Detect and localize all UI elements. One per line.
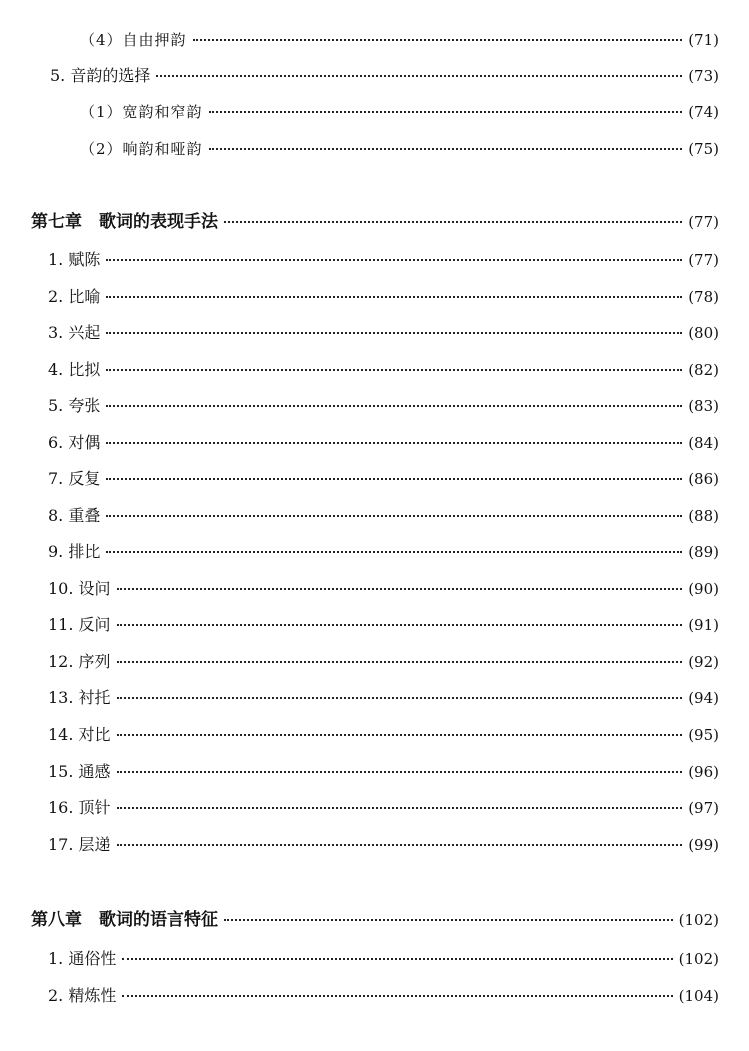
toc-entry — [48, 323, 719, 343]
dot-leader — [106, 369, 682, 371]
dot-leader — [117, 844, 683, 846]
toc-entry-label: 3. 兴起 — [48, 323, 101, 342]
toc-page-number: (97) — [688, 799, 719, 817]
dot-leader — [117, 697, 683, 699]
toc-page-number: (96) — [688, 763, 719, 781]
toc-entry-label: 8. 重叠 — [48, 506, 101, 525]
chapter-title: 第八章 歌词的语言特征 — [31, 910, 218, 930]
toc-entry-label: 1. 通俗性 — [48, 949, 117, 968]
toc-entry — [80, 30, 719, 50]
toc-page-number: (88) — [688, 507, 719, 525]
dot-leader — [117, 588, 683, 590]
toc-page-number: (82) — [688, 361, 719, 379]
toc-page-number: (90) — [688, 580, 719, 598]
dot-leader — [106, 296, 682, 298]
toc-entry-label: 6. 对偶 — [48, 433, 101, 452]
toc-entry — [48, 360, 719, 380]
toc-entry-label: 15. 通感 — [48, 762, 111, 781]
dot-leader — [122, 995, 672, 997]
toc-page-number: (92) — [688, 653, 719, 671]
toc-entry — [48, 688, 719, 708]
dot-leader — [117, 807, 683, 809]
chapter-title: 第七章 歌词的表现手法 — [31, 212, 218, 232]
toc-entry-label: 1. 赋陈 — [48, 250, 101, 269]
toc-page-number: (77) — [688, 213, 719, 231]
toc-chapter-entry — [31, 212, 719, 232]
toc-page-number: (95) — [688, 726, 719, 744]
dot-leader — [106, 478, 682, 480]
toc-page-number: (104) — [678, 987, 719, 1005]
toc-entry — [48, 396, 719, 416]
toc-entry — [48, 949, 719, 969]
toc-entry — [48, 835, 719, 855]
toc-entry — [48, 469, 719, 489]
toc-page-number: (89) — [688, 543, 719, 561]
toc-entry — [48, 542, 719, 562]
dot-leader — [209, 111, 683, 113]
toc-entry — [48, 579, 719, 599]
toc-page-number: (91) — [688, 616, 719, 634]
toc-entry-label: 12. 序列 — [48, 652, 111, 671]
toc-page-number: (78) — [688, 288, 719, 306]
toc-page-number: (86) — [688, 470, 719, 488]
toc-entry — [48, 506, 719, 526]
toc-page-number: (84) — [688, 434, 719, 452]
toc-entry-label: 14. 对比 — [48, 725, 111, 744]
toc-entry-label: 13. 衬托 — [48, 688, 111, 707]
toc-entry-label: 7. 反复 — [48, 469, 101, 488]
dot-leader — [106, 551, 682, 553]
toc-page-number: (71) — [688, 31, 719, 49]
toc-entry — [48, 798, 719, 818]
toc-page-number: (80) — [688, 324, 719, 342]
dot-leader — [117, 661, 683, 663]
toc-entry-label: 2. 精炼性 — [48, 986, 117, 1005]
toc-page-number: (77) — [688, 251, 719, 269]
toc-entry — [48, 652, 719, 672]
dot-leader — [156, 75, 682, 77]
dot-leader — [106, 332, 682, 334]
toc-entry-label: 9. 排比 — [48, 542, 101, 561]
toc-page-number: (75) — [688, 140, 719, 158]
toc-entry-label: （1）宽韵和窄韵 — [80, 103, 203, 121]
toc-entry-label: 5. 音韵的选择 — [50, 66, 151, 85]
toc-entry-label: 16. 顶针 — [48, 798, 111, 817]
toc-entry — [50, 66, 719, 86]
toc-page-number: (94) — [688, 689, 719, 707]
dot-leader — [122, 958, 672, 960]
toc-entry-label: （2）响韵和哑韵 — [80, 140, 203, 158]
toc-page-number: (83) — [688, 397, 719, 415]
dot-leader — [117, 771, 683, 773]
toc-entry-label: 4. 比拟 — [48, 360, 101, 379]
toc-entry-label: 10. 设问 — [48, 579, 111, 598]
dot-leader — [193, 39, 683, 41]
dot-leader — [106, 259, 682, 261]
dot-leader — [224, 919, 673, 921]
dot-leader — [117, 734, 683, 736]
toc-page-number: (99) — [688, 836, 719, 854]
toc-entry — [48, 433, 719, 453]
toc-entry-label: 5. 夸张 — [48, 396, 101, 415]
toc-entry — [48, 725, 719, 745]
toc-entry — [80, 102, 719, 122]
toc-entry — [48, 615, 719, 635]
dot-leader — [106, 405, 682, 407]
toc-page-number: (73) — [688, 67, 719, 85]
toc-chapter-entry — [31, 910, 719, 930]
toc-entry-label: 2. 比喻 — [48, 287, 101, 306]
toc-entry-label: 11. 反问 — [48, 615, 111, 634]
dot-leader — [117, 624, 683, 626]
toc-page-number: (102) — [678, 911, 719, 929]
dot-leader — [209, 148, 683, 150]
toc-entry-label: （4）自由押韵 — [80, 31, 187, 49]
toc-page-number: (102) — [678, 950, 719, 968]
toc-entry — [48, 250, 719, 270]
toc-entry — [48, 986, 719, 1006]
dot-leader — [224, 221, 682, 223]
toc-entry — [80, 139, 719, 159]
toc-entry-label: 17. 层递 — [48, 835, 111, 854]
toc-page-number: (74) — [688, 103, 719, 121]
dot-leader — [106, 515, 682, 517]
toc-entry — [48, 762, 719, 782]
toc-entry — [48, 287, 719, 307]
dot-leader — [106, 442, 682, 444]
